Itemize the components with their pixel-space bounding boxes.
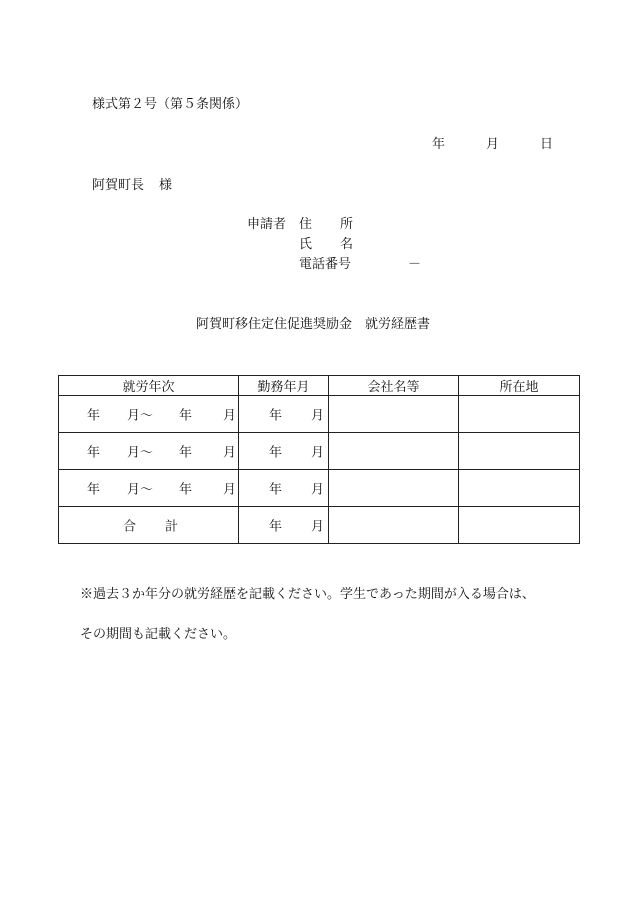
addressee-honorific: 様 xyxy=(159,178,173,193)
header-work-duration: 勤務年月 xyxy=(239,376,329,396)
period-end-year: 年 xyxy=(179,408,193,424)
period-end-year: 年 xyxy=(179,445,193,461)
phone-label: 電話番号 xyxy=(299,257,352,272)
total-duration-month: 月 xyxy=(311,519,325,535)
table-header-row xyxy=(59,376,580,396)
address-label-char-1: 住 xyxy=(299,217,313,232)
duration-month: 月 xyxy=(311,408,325,424)
duration-cell[interactable] xyxy=(239,396,329,433)
period-start-month: 月～ xyxy=(127,445,154,461)
table-row xyxy=(59,396,580,433)
period-end-month: 月 xyxy=(223,445,237,461)
period-end-month: 月 xyxy=(223,482,237,498)
period-end-month: 月 xyxy=(223,408,237,424)
duration-cell[interactable] xyxy=(239,470,329,507)
total-label-char-2: 計 xyxy=(165,519,179,535)
applicant-role-label: 申請者 xyxy=(247,217,287,232)
company-cell[interactable] xyxy=(329,470,459,507)
name-label-char-2: 名 xyxy=(340,237,354,252)
period-cell[interactable] xyxy=(59,433,239,470)
table-row xyxy=(59,470,580,507)
period-cell[interactable] xyxy=(59,396,239,433)
total-duration-cell[interactable] xyxy=(239,507,329,544)
work-history-table xyxy=(58,375,580,544)
duration-month: 月 xyxy=(311,445,325,461)
table-total-row xyxy=(59,507,580,544)
period-start-year: 年 xyxy=(87,408,101,424)
form-number: 様式第２号（第５条関係） xyxy=(92,97,249,112)
location-cell[interactable] xyxy=(459,470,580,507)
duration-cell[interactable] xyxy=(239,433,329,470)
period-start-year: 年 xyxy=(87,445,101,461)
location-cell[interactable] xyxy=(459,433,580,470)
total-label-cell xyxy=(59,507,239,544)
phone-separator: － xyxy=(408,257,422,272)
header-location: 所在地 xyxy=(459,376,580,396)
date-month-label: 月 xyxy=(486,137,500,152)
duration-year: 年 xyxy=(269,482,283,498)
document-title: 阿賀町移住定住促進奨励金 就労経歴書 xyxy=(196,317,431,332)
period-cell[interactable] xyxy=(59,470,239,507)
duration-year: 年 xyxy=(269,408,283,424)
date-day-label: 日 xyxy=(540,137,554,152)
note-line-1: ※過去３か年分の就労経歴を記載ください。学生であった期間が入る場合は、 xyxy=(80,587,535,602)
company-cell[interactable] xyxy=(329,396,459,433)
total-duration-year: 年 xyxy=(269,519,283,535)
date-year-label: 年 xyxy=(432,137,446,152)
name-label-char-1: 氏 xyxy=(299,237,313,252)
period-start-month: 月～ xyxy=(127,482,154,498)
period-start-year: 年 xyxy=(87,482,101,498)
total-location-cell xyxy=(459,507,580,544)
total-company-cell xyxy=(329,507,459,544)
note-line-2: その期間も記載ください。 xyxy=(80,627,237,642)
addressee-name: 阿賀町長 xyxy=(92,178,145,193)
period-start-month: 月～ xyxy=(127,408,154,424)
table-row xyxy=(59,433,580,470)
header-company-name: 会社名等 xyxy=(329,376,459,396)
duration-month: 月 xyxy=(311,482,325,498)
total-label-char-1: 合 xyxy=(123,519,137,535)
company-cell[interactable] xyxy=(329,433,459,470)
period-end-year: 年 xyxy=(179,482,193,498)
address-label-char-2: 所 xyxy=(340,217,354,232)
location-cell[interactable] xyxy=(459,396,580,433)
header-work-period: 就労年次 xyxy=(59,376,239,396)
duration-year: 年 xyxy=(269,445,283,461)
